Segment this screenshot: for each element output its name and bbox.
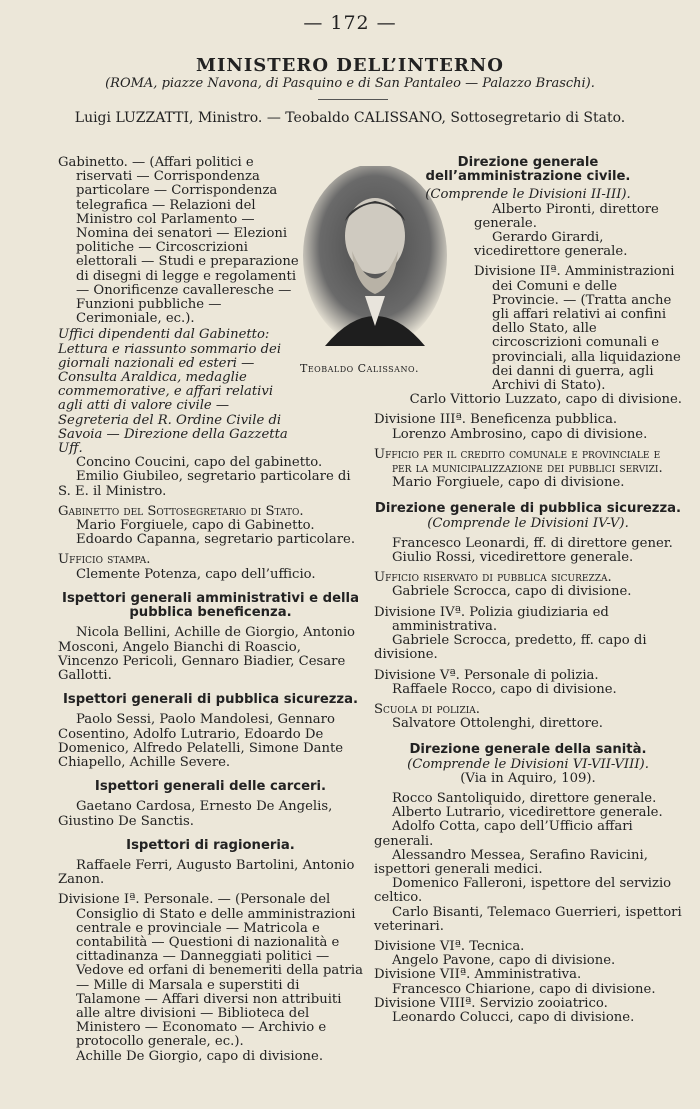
- ambrosino-text: Lorenzo Ambrosino, capo di divisione.: [392, 426, 648, 442]
- isp-carc-names: Gaetano Cardosa, Ernesto De Angelis, Giustino De Sanctis.: [58, 799, 333, 829]
- scrocca2-text: Gabriele Scrocca, predetto, ff. capo di divisione.: [374, 633, 647, 663]
- cotta-text: Adolfo Cotta, capo dell’Ufficio affari generali.: [374, 819, 633, 849]
- dir-civ-heading-1: Direzione generale: [457, 155, 599, 170]
- santoliquido-text: Rocco Santoliquido, direttore generale.: [392, 790, 657, 806]
- div6-text: Divisione VIª. Tecnica.: [374, 938, 525, 954]
- giubileo-text: Emilio Giubileo, segretario particolare di S. E. il Ministro.: [58, 469, 351, 499]
- lutrario-text: Alberto Lutrario, vicedirettore generale.: [392, 805, 663, 821]
- coucini-text: Concino Coucini, capo del gabinetto.: [76, 455, 323, 471]
- dir-san-sub: (Comprende le Divisioni VI-VII-VIII).: [407, 756, 649, 772]
- div1-text: Divisione Iª. Personale. — (Personale del Consiglio di Stato e delle amministrazioni centrale e provinciale — Matricola e contabilità — Questioni di nazionalità e cittadinanza — Danneggiati politici — Vedove ed orfani di benemeriti della patria — Mille di Marsala e superstiti di Talamone — Affari diversi non attribuiti alle altre divisioni — Biblioteca del Ministero — Economato — Archivio e protocollo generale, ec.).: [58, 892, 363, 1050]
- minister-line: Luigi LUZZATTI, Ministro. — Teobaldo CALISSANO, Sottosegretario di Stato.: [74, 110, 626, 126]
- ottolenghi-text: Salvatore Ottolenghi, direttore.: [392, 716, 603, 732]
- page-number: — 172 —: [303, 12, 397, 34]
- dir-ps-sub: (Comprende le Divisioni IV-V).: [427, 515, 629, 531]
- dir-ps-heading: Direzione generale di pubblica sicurezza.: [374, 501, 682, 517]
- isp-ps-names: Paolo Sessi, Paolo Mandolesi, Gennaro Cosentino, Adolfo Lutrario, Edoardo De Domenico, Alfredo Pelatelli, Simone Dante Chiapello, Achille Severe.: [58, 712, 344, 770]
- ufficio-stampa-heading: Ufficio stampa.: [58, 552, 151, 568]
- page-title: MINISTERO DELL’INTERNO: [196, 55, 504, 76]
- capanna-text: Edoardo Capanna, segretario particolare.: [76, 532, 356, 548]
- potenza-text: Clemente Potenza, capo dell’ufficio.: [76, 566, 316, 582]
- pironti-text: Alberto Pironti, direttore generale.: [474, 201, 659, 231]
- scrocca-text: Gabriele Scrocca, capo di divisione.: [392, 584, 632, 600]
- rossi-text: Giulio Rossi, vicedirettore generale.: [392, 550, 634, 566]
- photo-caption: Teobaldo Calissano.: [300, 362, 419, 375]
- isp-amm-heading: Ispettori generali amministrativi e della pubblica beneficenza.: [62, 590, 359, 621]
- pavone-text: Angelo Pavone, capo di divisione.: [392, 953, 616, 969]
- scuola-heading: Scuola di polizia.: [374, 701, 480, 717]
- div7-text: Divisione VIIª. Amministrativa.: [374, 967, 582, 983]
- gab-sottosegr-heading: Gabinetto del Sottosegretario di Stato.: [58, 503, 304, 519]
- girardi-text: Gerardo Girardi, vicedirettore generale.: [474, 230, 628, 260]
- isp-ps-heading: Ispettori generali di pubblica sicurezza.: [62, 692, 359, 708]
- leonardi-text: Francesco Leonardi, ff. di direttore gener.: [392, 535, 673, 551]
- isp-rag-names: Raffaele Ferri, Augusto Bartolini, Antonio Zanon.: [58, 857, 355, 888]
- dir-san-heading: Direzione generale della sanità.: [409, 742, 647, 758]
- dir-san-addr: (Via in Aquiro, 109).: [460, 770, 596, 786]
- gabinetto-text: Gabinetto. — (Affari politici e riservati — Corrispondenza particolare — Corrispondenza telegrafica — Relazioni del Ministro col Parlamento — Nomina dei senatori — Elezioni politiche — Circoscrizioni elettorali — Studi e preparazione di disegni di legge e regolamenti — Onorificenze cavalleresche — Funzioni pubbliche — Cerimoniale, ec.).: [58, 155, 299, 327]
- chiarione-text: Francesco Chiarione, capo di divisione.: [392, 981, 656, 997]
- div3-text: Divisione IIIª. Beneficenza pubblica.: [374, 412, 618, 428]
- uff-riserv-heading: Ufficio riservato di pubblica sicurezza.: [374, 570, 612, 586]
- ufficio-credito-text: Ufficio per il credito comunale e provinciale e per la municipalizzazione dei pubblici servizi.: [374, 446, 663, 477]
- div2-text: Divisione IIª. Amministrazioni dei Comuni e delle Provincie. — (Tratta anche gli affari relativi ai confini dello Stato, alle circoscrizioni comunali e provinciali, alla liquidazione dei danni di guerra, agli Archivi di Stato).: [474, 264, 681, 394]
- colucci-text: Leonardo Colucci, capo di divisione.: [392, 1009, 635, 1025]
- bisanti-text: Carlo Bisanti, Telemaco Guerrieri, ispettori veterinari.: [374, 904, 682, 934]
- dir-civ-heading-2: dell’amministrazione civile.: [425, 169, 631, 185]
- div4-text: Divisione IVª. Polizia giudiziaria ed amministrativa.: [374, 604, 609, 634]
- div8-text: Divisione VIIIª. Servizio zooiatrico.: [374, 995, 608, 1011]
- divider: [318, 99, 388, 100]
- div5-text: Divisione Vª. Personale di polizia.: [374, 667, 599, 683]
- page-subtitle: (ROMA, piazze Navona, di Pasquino e di San Pantaleo — Palazzo Braschi).: [105, 76, 595, 91]
- forgiuele-text: Mario Forgiuele, capo di Gabinetto.: [76, 518, 315, 534]
- uffici-text: Uffici dipendenti dal Gabinetto: Lettura e riassunto sommario dei giornali nazionali ed esteri — Consulta Araldica, medaglie commemorative, e affari relativi agli atti di valore civile — Segreteria del R. Ordine Civile di Savoia — Direzione della Gazzetta Uff.: [58, 327, 288, 457]
- isp-carc-heading: Ispettori generali delle carceri.: [94, 779, 327, 795]
- dir-civ-sub: (Comprende le Divisioni II-III).: [425, 187, 631, 203]
- falleroni-text: Domenico Falleroni, ispettore del servizio celtico.: [374, 876, 672, 906]
- rocco-text: Raffaele Rocco, capo di divisione.: [392, 681, 617, 697]
- left-column: [58, 156, 363, 1064]
- div1-capo: Achille De Giorgio, capo di divisione.: [76, 1048, 324, 1064]
- isp-rag-heading: Ispettori di ragioneria.: [126, 837, 295, 853]
- messea-text: Alessandro Messea, Serafino Ravicini, ispettori generali medici.: [374, 847, 648, 877]
- luzzato-text: Carlo Vittorio Luzzato, capo di divisione.: [409, 392, 682, 408]
- forgiuele2-text: Mario Forgiuele, capo di divisione.: [392, 475, 625, 491]
- right-column: [374, 156, 682, 1025]
- isp-amm-names: Nicola Bellini, Achille de Giorgio, Antonio Mosconi, Angelo Bianchi di Roascio, Vincenzo Pericoli, Gennaro Biadier, Cesare Gallotti.: [58, 625, 355, 683]
